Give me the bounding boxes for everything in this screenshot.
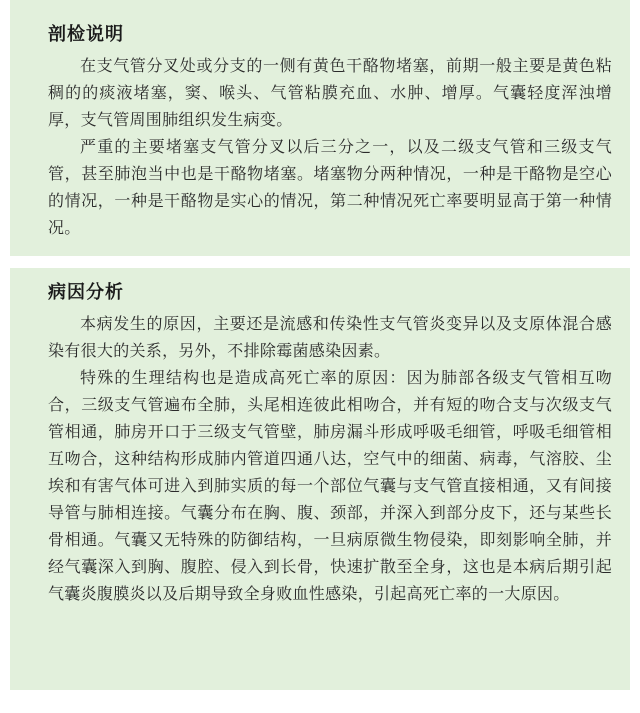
- cause-heading: 病因分析: [48, 282, 124, 303]
- cause-paragraph-1: 本病发生的原因，主要还是流感和传染性支气管炎变异以及支原体混合感染有很大的关系，另外，不排除霉菌感染因素。: [48, 314, 612, 360]
- autopsy-paragraph-2: 严重的主要堵塞支气管分叉以后三分之一，以及二级支气管和三级支气管，甚至肺泡当中也是干酪物堵塞。堵塞物分两种情况，一种是干酪物是空心的情况，一种是干酪物是实心的情况，第二种情况死亡率要明显高于第一种情况。: [48, 137, 612, 237]
- cause-paragraph-2: 特殊的生理结构也是造成高死亡率的原因：因为肺部各级支气管相互吻合，三级支气管遍布全肺，头尾相连彼此相吻合，并有短的吻合支与次级支气管相通，肺房开口于三级支气管壁，肺房漏斗形成呼吸毛细管，呼吸毛细管相互吻合，这种结构形成肺内管道四通八达，空气中的细菌、病毒，气溶胶、尘埃和有害气体可进入到肺实质的每一个部位气囊与支气管直接相通，又有间接导管与肺相连接。气囊分布在胸、腹、颈部，并深入到部分皮下，还与某些长骨相通。气囊又无特殊的防御结构，一旦病原微生物侵染，即刻影响全肺，并经气囊深入到胸、腹腔、侵入到长骨，快速扩散至全身，这也是本病后期引起气囊炎腹膜炎以及后期导致全身败血性感染，引起高死亡率的一大原因。: [48, 368, 612, 603]
- autopsy-section: [10, 0, 630, 256]
- autopsy-paragraph-1: 在支气管分叉处或分支的一侧有黄色干酪物堵塞，前期一般主要是黄色粘稠的的痰液堵塞，窦、喉头、气管粘膜充血、水肿、增厚。气囊轻度浑浊增厚，支气管周围肺组织发生病变。: [48, 56, 612, 129]
- autopsy-heading: 剖检说明: [48, 24, 124, 45]
- cause-section: [10, 268, 630, 690]
